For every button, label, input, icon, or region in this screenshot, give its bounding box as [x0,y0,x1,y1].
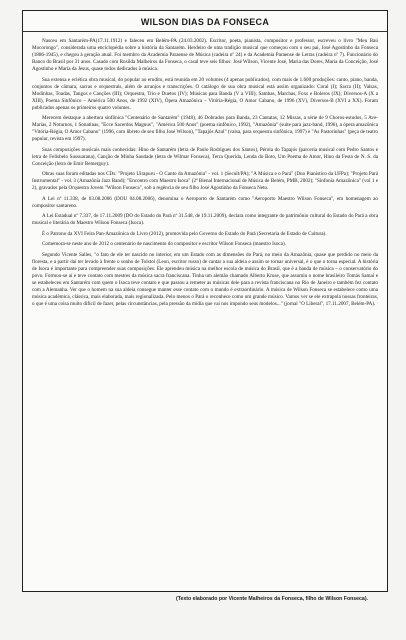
paragraph-known-songs: Suas composições musicais mais conhecidas: Hino de Santarém (letra de Paulo Rodrigues dos Santos), Pérola do Tapajós (parceria musical com Pedro Santos e letra de Felisbelo Sussuarana), Canção de Minha Saudade (letra de Wilmar Fonseca), Terra Querida, Lenda do Boto, Um Poema de Amor, Hino da Festa de N. S. da Conceição (letra de Emir Bemerguy). [32,146,378,167]
paragraph-birth: Nasceu em Santarém-PA(17.11.1912) e faleceu em Belém-PA (24.03.2002). Escritor, poeta, pianista, compositor e professor, escreveu o livro "Meu Baú Mocorongo", considerada uma enciclopédia sobre a história da Santarém. Herdeiro de uma tradição musical que começou com o seu pai, José Agostinho da Fonseca (1886-1945), e chegou à geração atual. Foi membro da Academia Paraense de Música (cadeira nº 24) e da Academia Paraense de Letras (cadeira nº 7). Funcionário do Banco do Brasil por 31 anos. Casado com Rosilda Malheiros da Fonseca, o casal teve seis filhos: José Wilson, Vicente José, Maria das Dores, Maria da Conceição, José Agostinho e Maria da Jesus, quase todos dedicados à música. [32,38,378,73]
title-divider [23,31,387,32]
paragraph-works: Sua extensa e eclética obra musical, do popular ao erudito, está reunida em 20 volumes (4 apenas publicados), com mais de 1.600 produções: canto, piano, banda, conjuntos de câmara, sacras e orquestrais, além de arranjos e transcrições. O catálogo de sua obra musical está assim organizado: Coral (I); Sacra (II); Valsas, Modinhas, Toadas, Tangos e Canções (III); Orquestra, Trio e Duetos (IV); Músicas para Banda (V a VIII); Sambas, Marchas, Foxs e Boleros (IX); Diversos-A (X a XIII), Poema Sinfônico – América 500 Anos, de 1992 (XIV), Ópera Amazônica – Vitória-Régia, O Amor Cabano, de 1996 (XV), Diversos-B (XVI a XX). Foram publicados apenas os primeiros quatro volumes. [32,76,378,111]
biography-frame [22,10,388,592]
paragraph-highlights: Merecem destaque a abertura sinfônica "Centenário de Santarém" (1948), 46 Dobrados para Banda, 23 Cantatas, 12 Missas, a série de 9 Choros-estudos, 5 Ave-Marias, 2 Noturnos, 1 Sonatinas, "Ecce Sacerdos Magnus", "América 500 Anos" (poema sinfônico, 1992), "Amazônia" (suíte para jazz-band, 1996), a ópera amazônica "Vitória-Régia, O Amor Cabano" (1996, com libreto de seu filho José Wilson), "Tapajós Azul" (valsa, para orquestra sinfônica, 1997) e "As Pastorinhas" (peça de teatro popular, revista em 1997). [32,115,378,143]
paragraph-centenary: Comemora-se neste ano de 2012 o centenário de nascimento do compositor e escritor Wilson Fonseca (maestro Isoca). [42,241,286,248]
author-credit: (Texto elaborado por Vicente Malheiros da Fonseca, filho de Wilson Fonseca). [175,596,368,602]
biography-body [32,38,378,308]
paragraph-quote: Segundo Vicente Salles, "o fato de ele ter nascido no interior, em um Estado com as dimensões do Pará, no meio da Amazônia, quase que perdido no meio da floresta, e a partir daí ter levado à frente o sonho de Tolstoi (Leon, escritor russo) de cantar a sua aldeia e assim se tornar universal, é o que o torna especial. A história de Isoca é importante para compreender suas composições. Ele aprendeu música na melhor escola de música do Brasil, que é a banda de música – o conservatório do povo. Formou-se aí e teve contato com mestres da música sacra franciscana. Tinha um alemão chamado Alberto Kruse, que assumiu o nome brasileiro Tomás Samai e se estabeleceu em Santarém com quem o Isoca teve contato e que passou a remeter as músicas dele para a revista franciscana no Rio de Janeiro e também fez contato com a Alemanha. Ver que o homem na sua aldeia consegue manter esse contato com o mundo é extraordinário. A música de Wilson Fonseca se estabelece como uma música acadêmica, clássica, mais elaborada, mais regionalizada. Pelo menos o Pará o reconhece como um grande músico. Vamos ver se ele extrapola nossas fronteiras, o que é uma coisa muito difícil de fazer, pelas circunstâncias, pela pressão da mídia que vai nos impondo seus modelos..." (jornal "O Liberal", 17.11.2007, Belém-PA). [32,251,378,308]
paragraph-patron: É o Patrono da XVI Feira Pan-Amazônica do Livro (2012), promovida pelo Governo do Estado do Pará (Secretaria de Estado de Cultura). [42,230,327,237]
paragraph-cds: Obras suas foram editadas nos CDs: "Projeto Uirapuru - O Canto da Amazônia" - vol. 1 (Secult/PA); "A Música e o Pará" (Duo Pianístico da UFPa); "Projeto Pará Instrumental" - vol. 3 (Amazônia Jazz Band); "Encontro com Maestro Isoca" (2ª Bienal Internacional de Música de Belém, PMB, 2002); "Sinfonia Amazônica" (vol 1 e 2), gravados pela Orquestra Jovem "Wilson Fonseca", sob a regência de seu filho José Agostinho da Fonseca Neto. [32,171,378,192]
paragraph-state-law: A Lei Estadual nº 7.337, de 17.11.2009 (DO do Estado do Pará nº 31.548, de 19.11.2009), declara como integrante do patrimônio cultural do Estado do Pará a obra musical e literária do Maestro Wilson Fonseca (Isoca). [32,213,378,227]
page-title: WILSON DIAS DA FONSECA [140,17,270,27]
paragraph-airport-law: A Lei nº 11.338, de 03.08.2006 (DOU 04.08.2006), denomina o Aeroporto de Santarém como "Aeroporto Maestro Wilson Fonseca", em homenagem ao compositor santareno. [32,195,378,209]
